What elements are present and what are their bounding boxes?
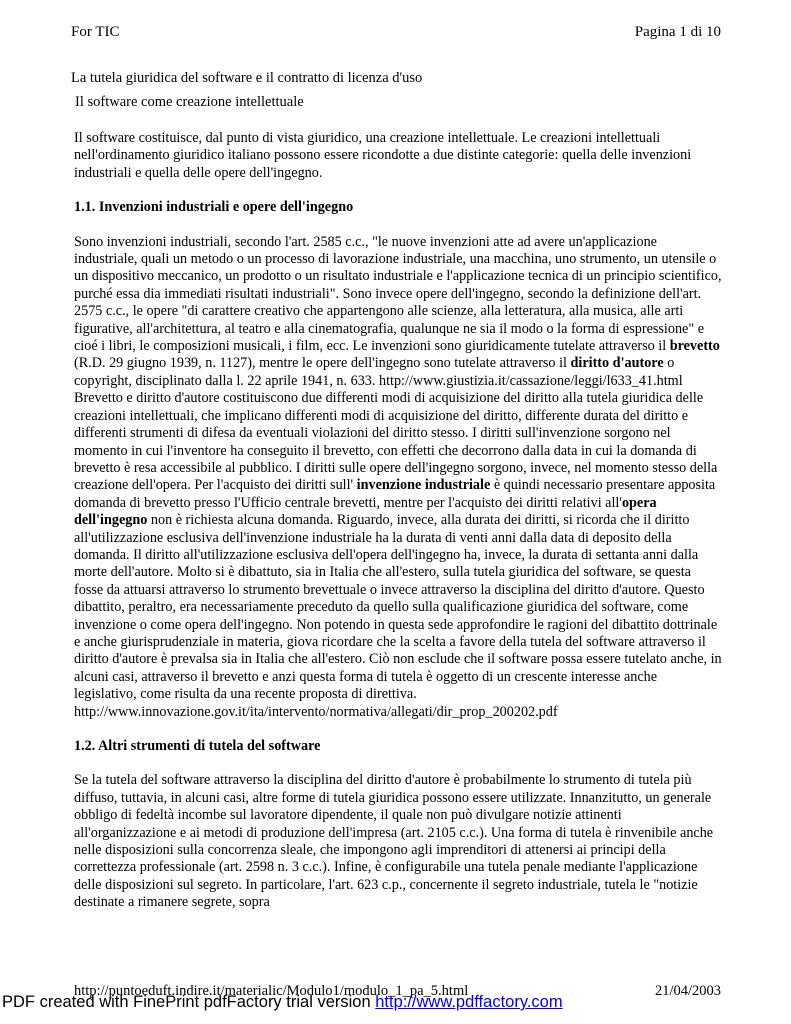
bold-opera-ingegno: opera dell'ingegno: [74, 494, 657, 529]
section-1-text-3: o copyright, disciplinato dalla l. 22 aprile 1941, n. 633. http://www.giustizia.it/cassazione/leggi/l633_41.html Brevetto e diritto d'autore costituiscono due differenti modi di acquisizione del diritto alla tutela giuridica delle creazioni intellettuali, che implicano differenti modi di acquisizione del diritto, differente durata del diritto e differenti strumenti di difesa da eventuali violazioni del diritto stesso. I diritti sull'invenzione sorgono nel momento in cui l'inventore ha conseguito il brevetto, con effetti che decorrono dalla data in cui la domanda di brevetto è resa accessibile al pubblico. I diritti sulle opere dell'ingegno sorgono, invece, nel momento stesso della creazione dell'opera. Per l'acquisto dei diritti sull': [74, 355, 718, 494]
document-title: La tutela giuridica del software e il contratto di licenza d'uso: [71, 70, 423, 86]
page-number: Pagina 1 di 10: [634, 24, 721, 40]
banner-text: PDF created with FinePrint pdfFactory trial version: [2, 993, 376, 1011]
section-2-paragraph: Se la tutela del software attraverso la disciplina del diritto d'autore è probabilmente lo strumento di tutela più diffuso, tuttavia, in alcuni casi, altre forme di tutela giuridica possono essere utilizzate. Innanzitutto, un generale obbligo di fedeltà incombe sul lavoratore dipendente, il quale non può divulgare notizie attinenti all'organizzazione e ai metodi di produzione dell'impresa (art. 2105 c.c.). Una forma di tutela è rinvenibile anche nelle disposizioni sulla concorrenza sleale, che impongono agli imprenditori di attenersi ai principi della correttezza professionale (art. 2598 n. 3 c.c.). Infine, è configurabile una tutela penale mediante l'applicazione delle disposizioni sul segreto. In particolare, l'art. 623 c.p., concernente il segreto industriale, tutela le "notizie destinate a rimanere segrete, sopra: [74, 772, 714, 911]
section-1-paragraph: [74, 234, 722, 721]
document-body: [74, 130, 722, 929]
pdffactory-link[interactable]: http://www.pdffactory.com: [375, 993, 563, 1011]
section-1-text-1: Sono invenzioni industriali, secondo l'art. 2585 c.c., "le nuove invenzioni atte ad avere un'applicazione industriale, quali un metodo o un processo di lavorazione industriale, una macchina, uno strumento, un utensile o un dispositivo meccanico, un prodotto o un risultato industriale e l'applicazione tecnica di un principio scientifico, purché essa dia immediati risultati industriali". Sono invece opere dell'ingegno, secondo la definizione dell'art. 2575 c.c., le opere "di carattere creativo che appartengono alle scienze, alla letteratura, alla musica, alle arti figurative, all'architettura, al teatro e alla cinematografia, qualunque ne sia il modo o la forma di espressione" e cioé i libri, le composizioni musicali, i film, ecc. Le invenzioni sono giuridicamente tutelate attraverso il: [74, 233, 722, 355]
section-1-text-2: (R.D. 29 giugno 1939, n. 1127), mentre le opere dell'ingegno sono tutelate attraverso il: [74, 355, 571, 372]
intro-paragraph: Il software costituisce, dal punto di vista giuridico, una creazione intellettuale. Le creazioni intellettuali nell'ordinamento giuridico italiano possono essere ricondotte a due distinte categorie: quella delle invenzioni industriali e quella delle opere dell'ingegno.: [74, 130, 692, 181]
section-2-heading: 1.2. Altri strumenti di tutela del software: [74, 738, 321, 754]
footer-date: 21/04/2003: [654, 983, 721, 999]
bold-brevetto: brevetto: [669, 338, 720, 355]
bold-invenzione-industriale: invenzione industriale: [356, 477, 491, 494]
section-1-text-5: non è richiesta alcuna domanda. Riguardo, invece, alla durata dei diritti, si ricorda che il diritto all'utilizzazione esclusiva dell'invenzione industriale ha la durata di venti anni dalla data di deposito della domanda. Il diritto all'utilizzazione esclusiva dell'opera dell'ingegno ha, invece, la durata di settanta anni dalla morte dell'autore. Molto si è dibattuto, sia in Italia che all'estero, sulla tutela giuridica del software, se questa fosse da attuarsi attraverso lo strumento brevettuale o invece attraverso la disciplina del diritto d'autore. Questo dibattito, peraltro, era necessariamente preceduto da quello sulla qualificazione giuridica del software, come invenzione o come opera dell'ingegno. Non potendo in questa sede approfondire le ragioni del dibattito dottrinale e anche giurisprudenziale in materia, giova ricordare che la scelta a favore della tutela del software attraverso il diritto d'autore è prevalsa sia in Italia che all'estero. Ciò non esclude che il software possa essere tutelato anche, in alcuni casi, attraverso il brevetto e anzi questa forma di tutela è oggetto di un crescente interesse anche legislativo, come risulta da una recente proposta di direttiva. http://www.innovazione.gov.it/ita/intervento/normativa/allegati/dir_prop_200202.pdf: [74, 512, 722, 720]
header-left: For TIC: [71, 24, 120, 40]
pdf-watermark-banner: [2, 993, 563, 1012]
document-subtitle: Il software come creazione intellettuale: [75, 94, 304, 110]
section-1-text-4: è quindi necessario presentare apposita domanda di brevetto presso l'Ufficio centrale brevetti, mentre per l'acquisto dei diritti relativi all': [74, 477, 716, 511]
footer-url: http://puntoeduft.indire.it/materialic/Modulo1/modulo_1_pa_5.html: [74, 983, 469, 999]
bold-diritto-autore: diritto d'autore: [570, 355, 664, 372]
section-1-heading: 1.1. Invenzioni industriali e opere dell'ingegno: [74, 199, 354, 216]
